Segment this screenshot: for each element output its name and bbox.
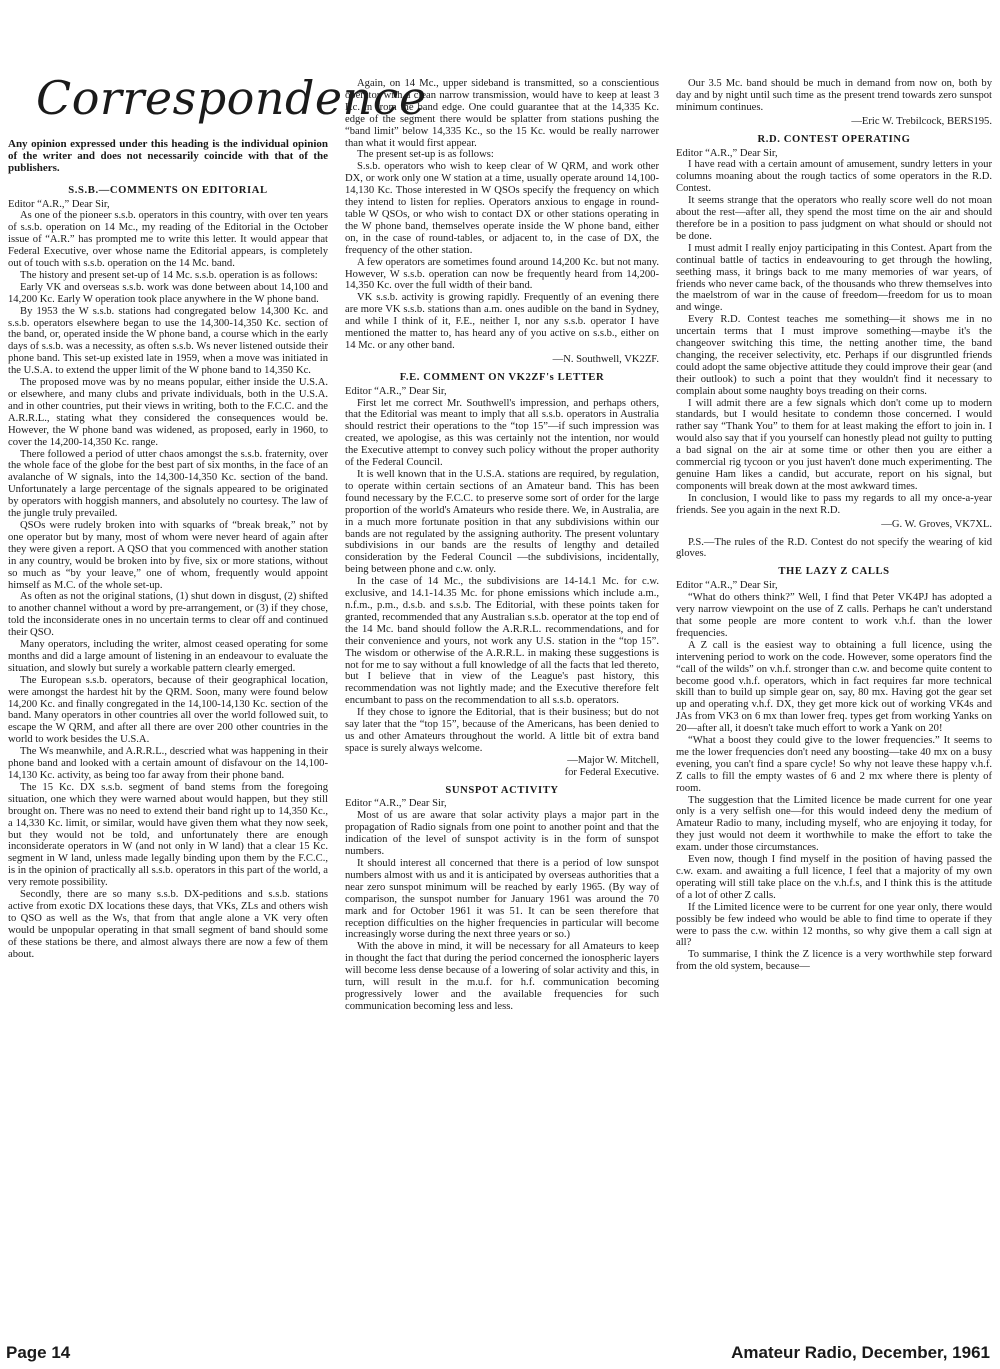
paragraph: The history and present set-up of 14 Mc. s.s.b. operation is as follows:	[20, 269, 318, 281]
paragraph: The 15 Kc. DX s.s.b. segment of band stems from the foregoing situation, one which they were warned about would happen, but they still brought on. There was no need to extend their band right up to 14,350 Kc., a 14,330 Kc. limit, or similar, would have given them what they now seek, but they would not be told, and unfortunately there are enough inconsiderate operators in W (and not only in W land) that a clear 15 Kc. segment in W land, unless made legally binding upon them by the F.C.C., is in the opinion of practically all s.s.b. operators in this part of the world, a very remote possibility.	[8, 781, 328, 889]
paragraph: First let me correct Mr. Southwell's impression, and perhaps others, that the Editorial was meant to imply that all s.s.b. operators in Australia should restrict their operations to the “top 15”—if such impression was created, we apologise, as this was certainly not the intention, nor would the Executive attempt to convey such policy without the proper authority of the Federal Council.	[345, 397, 659, 469]
paragraph: It is well known that in the U.S.A. stations are required, by regulation, to operate within certain sections of an Amateur band. This has been found necessary by the F.C.C. to preserve some sort of order for the large proportion of the world's Amateurs who reside there. We, in Australia, are in a much more fortunate position in that any subdivisions within our bands are not regulated by the assigning authority. The present voluntary subdivisions in our bands are the results of lengthy and detailed consideration by the Federal Council —the subdivisions, incidentally, being between phone and c.w. only.	[345, 469, 659, 576]
letter-salutation: Editor “A.R.,” Dear Sir,	[676, 147, 778, 159]
letter-signature: —Eric W. Trebilcock, BERS195.	[851, 115, 992, 127]
paragraph: VK s.s.b. activity is growing rapidly. Frequently of an evening there are more VK s.s.b. stations than a.m. ones audible on the band in Sydney, and while I think of it, F.E., neither I, nor any s.s.b. operator I have mentioned the matter to, has heard any of you active on s.s.b., either on 14 Mc. or any other band.	[345, 292, 659, 351]
column-2	[345, 78, 659, 1363]
paragraph: To summarise, I think the Z licence is a very worthwhile step forward from the old system, because—	[676, 949, 992, 973]
paragraph: Every R.D. Contest teaches me something—it shows me in no uncertain terms that I must improve something—maybe it's the changeover switching this time, the netting another time, the band changing, the receiver selectivity, etc. Perhaps if our disgruntled friends could adopt the same objective attitude they could improve their gear (and their outlook) to such a point that they wouldn't find it necessary to complain about some naughty boys treading on their corns.	[676, 314, 992, 397]
paragraph: With the above in mind, it will be necessary for all Amateurs to keep in thought the fact that during the period concerned the ionospheric layers will become less dense because of a lowering of solar activity and this, in turn, will result in the m.u.f. for h.f. communication becoming progressively lower and the available frequencies for such communication becoming less and less.	[345, 941, 659, 1012]
page-number: Page 14	[6, 1343, 71, 1362]
letter-signature: —N. Southwell, VK2ZF.	[552, 353, 659, 365]
paragraph: If they chose to ignore the Editorial, that is their business; but do not say later that the “top 15”, because of the Americans, has been denied to us and other Amateurs throughout the world. A little bit of extra band space is surely always welcome.	[345, 707, 659, 754]
letter-salutation: Editor “A.R.,” Dear Sir,	[345, 385, 447, 397]
page-title: Correspondence	[36, 71, 427, 125]
intro-disclaimer: Any opinion expressed under this heading is the individual opinion of the writer and does not necessarily coincide with that of the publishers.	[8, 138, 328, 175]
letter-signature-title: for Federal Executive.	[564, 766, 659, 778]
paragraph: Again, on 14 Mc., upper sideband is transmitted, so a conscientious operator with a clean narrow transmission, would have to keep at least 3 Kc. in from the band edge. One could guarantee that at the 14,335 Kc. edge of the segment there would be splatter from stations pushing the “band limit” below 14,335 Kc., so the 15 Kc. would be really narrower than what it would first appear.	[345, 78, 659, 149]
paragraph: The proposed move was by no means popular, either inside the U.S.A. or elsewhere, and many clubs and private individuals, both in the U.S.A. and in other countries, put their views in writing, both to the F.C.C. and the A.R.R.L., stating what they considered the consequences would be. However, the W phone band was widened, as proposed, early in 1960, to cover the 14,200-14,350 Kc. range.	[8, 377, 328, 448]
paragraph: In the case of 14 Mc., the subdivisions are 14-14.1 Mc. for c.w. exclusive, and 14.1-14.35 Mc. for phone emissions which include a.m., n.f.m., p.m., d.s.b. and s.s.b. The Editorial, with these points taken for granted, recommended that any Australian s.s.b. operator at the top end of the 14 Mc. band should follow the A.R.R.L. recommendations, and for their convenience and yours, not work any U.S. station in the “top 15”. The wisdom or otherwise of the A.R.R.L. in making these suggestions is not for me to say without a full knowledge of all the facts that led thereto, but I believe that in view of the League's past history, this recommendation was not lightly made; and the Executive therefore felt encumbant to pass on the recommendation to all s.s.b. operators.	[345, 576, 659, 707]
letter-heading: THE LAZY Z CALLS	[778, 566, 890, 578]
paragraph: I must admit I really enjoy participating in this Contest. Apart from the continual battle of tactics in endeavouring to get through the howling, seething mass, it brings back to me many memories of war years, of friends who never came back, of the thousands who threw themselves into the maelstrom of war in the cause of freedom—freedom for us to moan and winge.	[676, 242, 992, 314]
paragraph: The present set-up is as follows:	[357, 149, 494, 161]
paragraph: I have read with a certain amount of amusement, sundry letters in your columns moaning about the rough tactics of some operators in the R.D. Contest.	[676, 159, 992, 195]
paragraph: Our 3.5 Mc. band should be much in demand from now on, both by day and by night until such time as the present trend towards zero sunspot minimum continues.	[676, 78, 992, 113]
paragraph: As one of the pioneer s.s.b. operators in this country, with over ten years of s.s.b. operation on 14 Mc., my reading of the Editorial in the October issue of “A.R.” has prompted me to write this letter. It would appear that Federal Executive, over whose name the Editorial appears, is completely out of touch with s.s.b. operation on the 14 Mc. band.	[8, 210, 328, 270]
postscript: P.S.—The rules of the R.D. Contest do not specify the wearing of kid gloves.	[676, 536, 992, 560]
paragraph: “What do others think?” Well, I find that Peter VK4PJ has adopted a very narrow viewpoint on the use of Z calls. Perhaps he can't understand that some people are more content to work v.h.f. than the lower frequencies.	[676, 592, 992, 639]
paragraph: I will admit there are a few signals which don't come up to modern standards, but I would hesitate to condemn those concerned. I would rather say “Thank You” to them for at least making the effort to join in. I would also say that if you yourself can honestly plead not guilty to putting a bad signal on the air at some time or other then you are either a commercial rig tycoon or you just haven't done much experimenting. The genuine Ham likes a candid, but accurate, report on his signal, but components will break down at the most awkward times.	[676, 397, 992, 492]
letter-signature: —G. W. Groves, VK7XL.	[881, 518, 992, 530]
letter-salutation: Editor “A.R.,” Dear Sir,	[8, 198, 110, 210]
paragraph: The Ws meanwhile, and A.R.R.L., descried what was happening in their phone band and looked with a certain amount of disfavour on the 14,100-14,130 Kc. activity, as being too far away from their phone band.	[8, 746, 328, 782]
paragraph: Even now, though I find myself in the position of having passed the c.w. exam. and awaiting a full licence, I feel that a majority of my own operating will still take place on the v.h.f.s, and I think this is the attitude of a lot of other Z calls.	[676, 854, 992, 901]
paragraph: There followed a period of utter chaos amongst the s.s.b. fraternity, over the whole face of the globe for the best part of six months, in the face of an avalanche of W signals, into the 14,300-14,350 Kc. section of the band. Unfortunately a large percentage of the signals appeared to be originated by operators with hoggish manners, and absolutely no courtesy. The law of the jungle truly prevailed.	[8, 448, 328, 520]
paragraph: A few operators are sometimes found around 14,200 Kc. but not many. However, W s.s.b. operation can now be frequently heard from 14,200-14,350 Kc. over the full width of their band.	[345, 256, 659, 292]
paragraph: QSOs were rudely broken into with squarks of “break break,” not by one operator but by many, most of whom were never heard of again after they were given a report. A QSO that you commenced with another station in any country, would be broken into by five, six or more stations, without so much as “by your leave,” one of whom, frequently would appoint himself as M.C. of the whole set-up.	[8, 519, 328, 591]
paragraph: Many operators, including the writer, almost ceased operating for some months and did a large amount of listening in an endeavour to evaluate the situation, and slowly but surely a workable pattern clearly emerged.	[8, 639, 328, 674]
paragraph: S.s.b. operators who wish to keep clear of W QRM, and work other DX, or work only one W station at a time, usually operate around 14,100-14,130 Kc. Those interested in W QSOs specify the frequency on which they intend to listen for replies. Operators anxious to engage in round-table W QSOs, or who wish to contact DX or other stations operating in the W phone band, themselves operate inside the W phone band, either on, in the case of round-tables, or adjacent to, in the case of DX, the frequency of the other station.	[345, 161, 659, 256]
letter-salutation: Editor “A.R.,” Dear Sir,	[345, 798, 447, 810]
letter-heading: F.E. COMMENT ON VK2ZF's LETTER	[399, 371, 605, 383]
paragraph: Early VK and overseas s.s.b. work was done between about 14,100 and 14,200 Kc. Early W operation took place anywhere in the W phone band.	[8, 281, 328, 305]
paragraph: It should interest all concerned that there is a period of low sunspot numbers almost with us and it is anticipated by overseas authorities that a near zero sunspot minimum will be reached by early 1965. (By way of comparison, the sunspot number for January 1961 was around the 70 mark and for October 1961 it was 51. It can be seen therefore that reception difficulties on the higher frequencies in particular will become increasingly worse during the next three years or so.)	[345, 858, 659, 941]
paragraph: The suggestion that the Limited licence be made current for one year only is a very selfish one—for this would indeed deny the medium of Amateur Radio to many, including myself, who are enjoying it today, for they just would not deem it worthwhile to make the effort to take the exam. under those circumstances.	[676, 794, 992, 854]
paragraph: As often as not the original stations, (1) shut down in disgust, (2) shifted to another channel without a word by pre-arrangement, or (3) if they chose, told the inconsiderate ones in no uncertain terms to clear off and continued their QSO.	[8, 591, 328, 639]
letter-salutation: Editor “A.R.,” Dear Sir,	[676, 580, 778, 592]
paragraph: The European s.s.b. operators, because of their geographical location, were amongst the hardest hit by the QRM. Soon, many were found below 14,200 Kc. and finally congregated in the 14,100-14,130 Kc. section of the band. Many operators in other countries all over the world followed suit, to escape the W QRM, and after all there are over 200 other countries in the world to work besides the U.S.A.	[8, 674, 328, 746]
paragraph: “What a boost they could give to the lower frequencies.” It seems to me the lower frequencies don't need any boosting—take 40 mx on a busy evening, you can't find a spare cycle! So why not leave these happy v.h.f. Z calls to fill the empty wastes of 6 and 2 mx where there is plenty of room.	[676, 735, 992, 794]
paragraph: It seems strange that the operators who really score well do not moan about the rest—after all, they spend the most time on the air and should therefore be in a position to pass judgment on what should or should not be done.	[676, 195, 992, 242]
letter-signature: —Major W. Mitchell,	[567, 754, 659, 766]
paragraph: Secondly, there are so many s.s.b. DX-peditions and s.s.b. stations active from exotic DX locations these days, that VKs, ZLs and others wish to QSO as well as the Ws, that from that angle alone a VK very often would be unpopular operating in that small segment of band should some of these stations be there, and almost always there are now a few of them about.	[8, 889, 328, 960]
column-3	[676, 78, 992, 1363]
paragraph: In conclusion, I would like to pass my regards to all my once-a-year friends. See you again in the next R.D.	[676, 492, 992, 516]
letter-heading: SUNSPOT ACTIVITY	[445, 784, 559, 796]
publication-credit: Amateur Radio, December, 1961	[731, 1343, 990, 1362]
paragraph: By 1953 the W s.s.b. stations had congregated below 14,300 Kc. and s.s.b. operators elsewhere began to use the 14,300-14,350 Kc. section of the band, or, operated inside the W phone band, a course which in the early days of s.s.b. was a necessity, as often s.s.b. Ws never listened outside their phone band. This set-up existed late in 1959, when a move was initiated in the U.S.A. to extend the upper limit of the W phone band to 14,350 Kc.	[8, 305, 328, 377]
paragraph: A Z call is the easiest way to obtaining a full licence, using the intervening period to work on the code. However, some operators find the “call of the wilds” on v.h.f. stronger than c.w. and become quite content to become good v.h.f. operators, which in fact requires far more technical skill than to build up simple gear on, say, 80 mx. Having got the gear set up and operating v.h.f. DX, they get more kick out of working VK4s and JAs from VK3 on 6 mx than lower freq. types get from working Yanks on 20—after all, it doesn't take much effort to work a Yank on 20!	[676, 639, 992, 735]
paragraph: If the Limited licence were to be current for one year only, there would possibly be few indeed who would be able to find time to operate if they were to pass the c.w. within 12 months, so why give them a call sign at all?	[676, 901, 992, 949]
letter-heading: R.D. CONTEST OPERATING	[757, 133, 911, 145]
paragraph: Most of us are aware that solar activity plays a major part in the propagation of Radio signals from one point to another point and that the indication of the level of sunspot activity is in the form of sunspot numbers.	[345, 810, 659, 858]
letter-heading: S.S.B.—COMMENTS ON EDITORIAL	[68, 184, 268, 196]
